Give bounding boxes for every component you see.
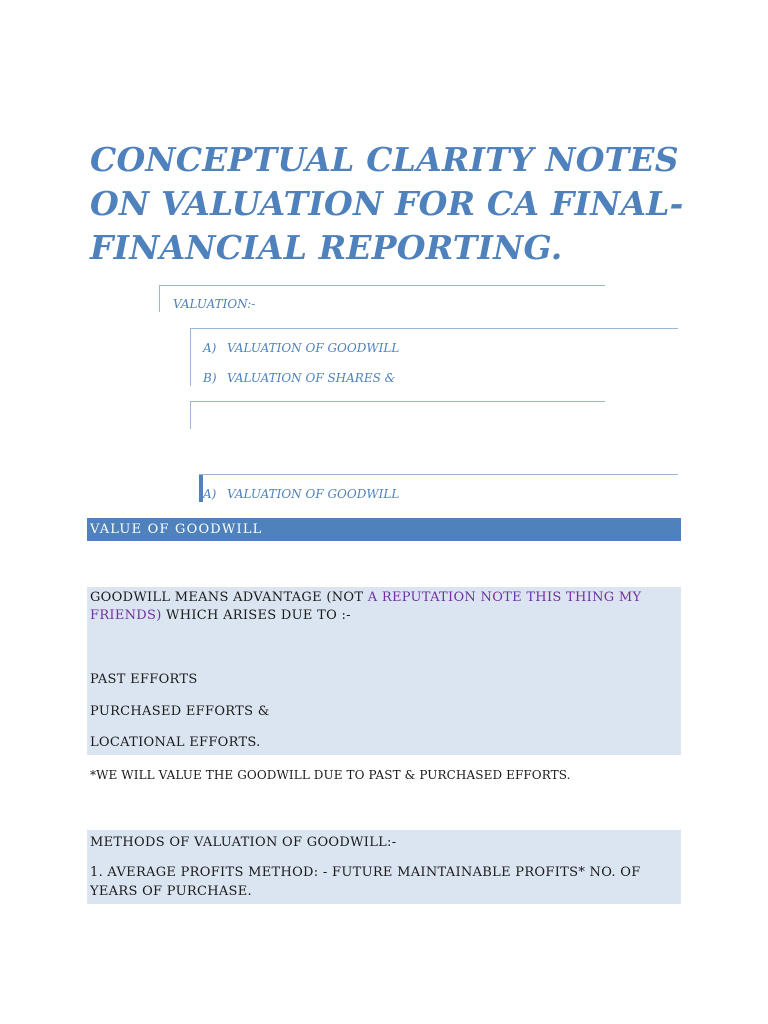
- outline-empty-left: [190, 401, 191, 429]
- section-heading: [203, 487, 399, 501]
- outline-items-rule: [190, 328, 678, 329]
- outline-item-a-label: VALUATION OF GOODWILL: [227, 341, 400, 355]
- definition-highlight-end: FRIENDS): [90, 608, 162, 623]
- method-1-line-1: 1. AVERAGE PROFITS METHOD: - FUTURE MAINTAINABLE PROFITS* NO. OF: [90, 865, 641, 880]
- outline-rule-left: [159, 285, 160, 312]
- valuation-note: *WE WILL VALUE THE GOODWILL DUE TO PAST & PURCHASED EFFORTS.: [90, 768, 571, 782]
- definition-line-2: [90, 608, 351, 623]
- outline-item-b: [203, 371, 395, 385]
- section-heading-label: VALUATION OF GOODWILL: [227, 487, 400, 501]
- outline-item-b-label: VALUATION OF SHARES &: [227, 371, 396, 385]
- effort-item: LOCATIONAL EFFORTS.: [90, 735, 261, 750]
- outline-empty-rule: [190, 401, 605, 402]
- document-title: [90, 138, 710, 270]
- definition-line-1: [90, 590, 641, 605]
- goodwill-definition-block: [87, 587, 681, 755]
- title-line-1: CONCEPTUAL CLARITY NOTES: [90, 140, 679, 179]
- definition-text: GOODWILL MEANS ADVANTAGE (NOT: [90, 590, 368, 605]
- outline-heading: VALUATION:-: [173, 297, 256, 311]
- method-1-line-2: YEARS OF PURCHASE.: [90, 884, 252, 899]
- outline-item-b-marker: B): [203, 371, 217, 385]
- definition-text-end: WHICH ARISES DUE TO :-: [161, 608, 351, 623]
- effort-item: PAST EFFORTS: [90, 672, 198, 687]
- title-line-3: FINANCIAL REPORTING.: [90, 228, 563, 267]
- definition-highlight: A REPUTATION NOTE THIS THING MY: [367, 590, 642, 605]
- section-heading-marker: A): [203, 487, 217, 501]
- title-line-2: ON VALUATION FOR CA FINAL-: [90, 184, 684, 223]
- outline-rule-top: [159, 285, 605, 286]
- methods-block: [87, 830, 681, 904]
- outline-items-left: [190, 328, 191, 386]
- section-rule: [199, 474, 678, 475]
- outline-item-a-marker: A): [203, 341, 217, 355]
- methods-heading: METHODS OF VALUATION OF GOODWILL:-: [90, 835, 397, 850]
- effort-item: PURCHASED EFFORTS &: [90, 704, 270, 719]
- value-of-goodwill-banner: VALUE OF GOODWILL: [87, 518, 681, 541]
- outline-item-a: [203, 341, 399, 355]
